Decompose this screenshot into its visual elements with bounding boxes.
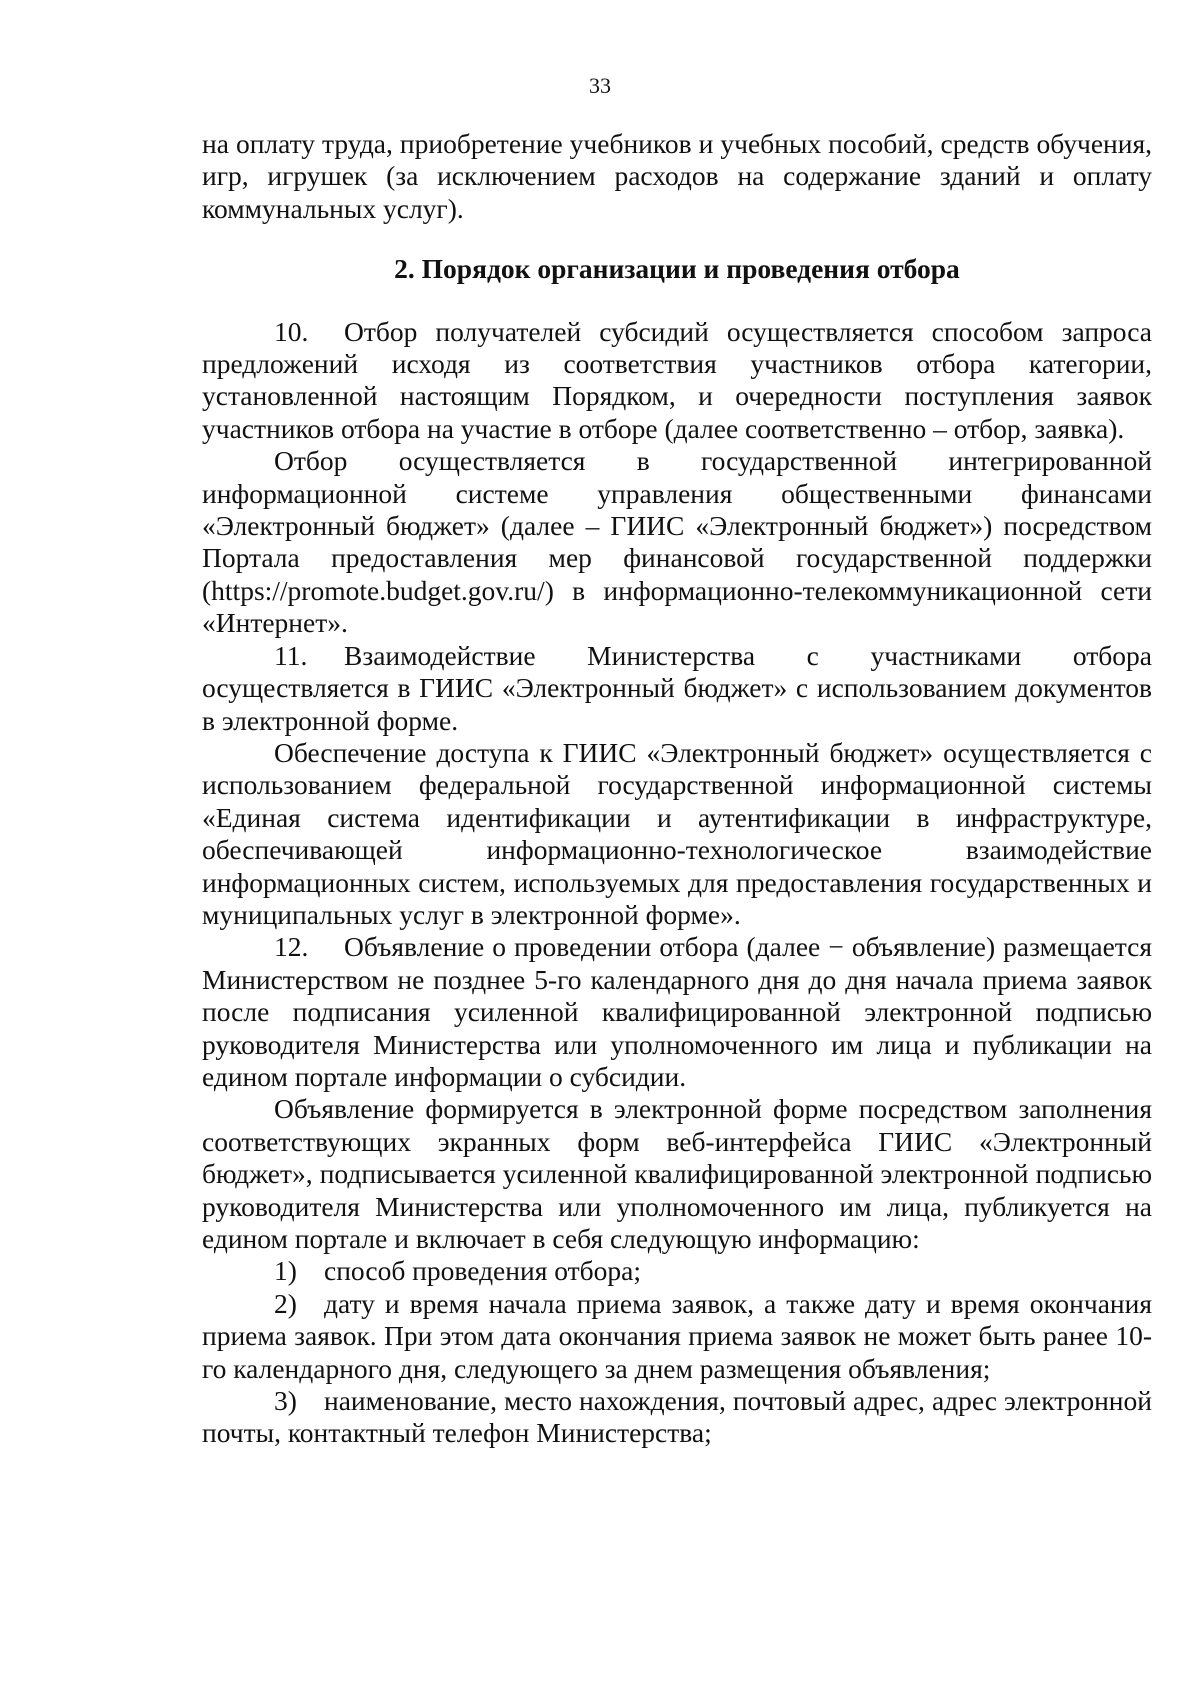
paragraph-number: 10.	[274, 315, 309, 347]
paragraph-number: 11.	[274, 639, 308, 671]
paragraph-11	[202, 640, 1152, 737]
paragraph-text: Обеспечение доступа к ГИИС «Электронный бюджет» осуществляется с использованием федеральной государственной информационной системы «Единая система идентификации и аутентификации в инфраструктуре, обеспечивающей информационно-технологическое взаимодействие информационных систем, используемых для предоставления государственных и муниципальных услуг в электронной форме».	[202, 736, 1152, 930]
list-item-1	[202, 1255, 1152, 1287]
section-heading: 2. Порядок организации и проведения отбора	[394, 253, 960, 285]
paragraph-text: Отбор осуществляется в государственной интегрированной информационной системе управления общественными финансами «Электронный бюджет» (далее – ГИИС «Электронный бюджет») посредством Портала предоставления мер финансовой государственной поддержки (https://promote.budget.gov.ru/) в информационно-телекоммуникационной сети «Интернет».	[202, 445, 1152, 639]
list-item-number: 1)	[274, 1255, 297, 1287]
list-item-text: способ проведения отбора;	[324, 1255, 641, 1287]
paragraph-10-continued	[202, 445, 1152, 639]
list-item-number: 3)	[274, 1385, 297, 1417]
document-body	[202, 128, 1152, 1450]
intro-paragraph: на оплату труда, приобретение учебников и учебных пособий, средств обучения, игр, игрушек (за исключением расходов на содержание зданий и оплату коммунальных услуг).	[202, 128, 1152, 224]
paragraph-12-continued	[202, 1093, 1152, 1255]
list-item-text: наименование, место нахождения, почтовый адрес, адрес электронной почты, контактный телефон Министерства;	[202, 1385, 1152, 1449]
list-item-2	[202, 1288, 1152, 1385]
page-number: 33	[589, 73, 611, 98]
paragraph-11-continued	[202, 737, 1152, 931]
paragraph-text: Отбор получателей субсидий осуществляется способом запроса предложений исходя из соответствия участников отбора категории, установленной настоящим Порядком, и очередности поступления заявок участников отбора на участие в отборе (далее соответственно – отбор, заявка).	[202, 315, 1152, 444]
list-item-text: дату и время начала приема заявок, а также дату и время окончания приема заявок. При этом дата окончания приема заявок не может быть ранее 10-го календарного дня, следующего за днем размещения объявления;	[202, 1287, 1152, 1384]
paragraph-text: Взаимодействие Министерства с участниками отбора осуществляется в ГИИС «Электронный бюджет» с использованием документов в электронной форме.	[202, 639, 1152, 736]
paragraph-12	[202, 931, 1152, 1093]
paragraph-number: 12.	[274, 931, 309, 963]
list-item-3	[202, 1385, 1152, 1450]
paragraph-text: Объявление формируется в электронной форме посредством заполнения соответствующих экранных форм веб-интерфейса ГИИС «Электронный бюджет», подписывается усиленной квалифицированной электронной подписью руководителя Министерства или уполномоченного им лица, публикуется на едином портале и включает в себя следующую информацию:	[202, 1093, 1152, 1254]
paragraph-text: Объявление о проведении отбора (далее − объявление) размещается Министерством не позднее 5-го календарного дня до дня начала приема заявок после подписания усиленной квалифицированной электронной подписью руководителя Министерства или уполномоченного им лица и публикации на едином портале информации о субсидии.	[202, 931, 1152, 1092]
paragraph-10	[202, 316, 1152, 446]
list-item-number: 2)	[274, 1287, 297, 1319]
